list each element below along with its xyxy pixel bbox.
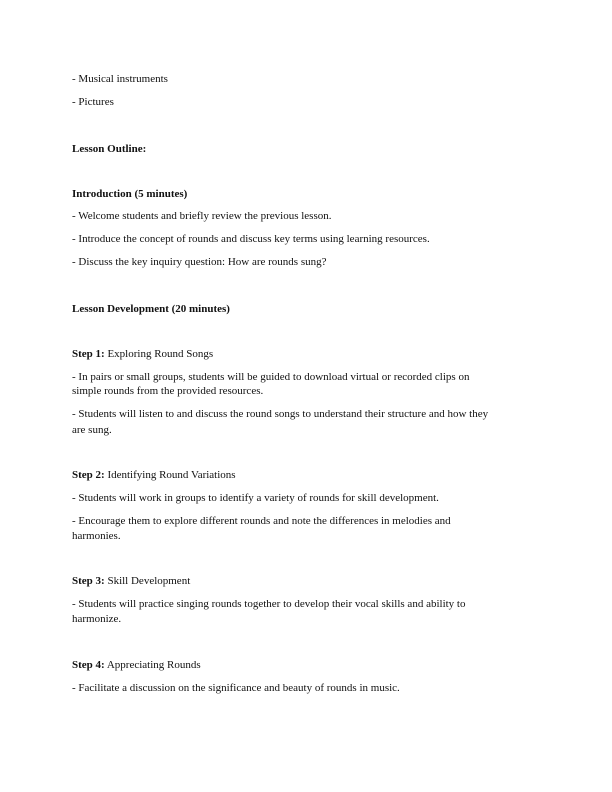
step-label: Step 2: bbox=[72, 469, 105, 481]
material-item: - Musical instruments bbox=[72, 73, 168, 85]
step-item-line: - Students will listen to and discuss the round songs to understand their structure and how they bbox=[72, 408, 489, 420]
step-item-line: - Facilitate a discussion on the significance and beauty of rounds in music. bbox=[72, 682, 400, 694]
development-heading: Lesson Development (20 minutes) bbox=[72, 303, 230, 315]
step-heading bbox=[72, 347, 213, 361]
step-title: Appreciating Rounds bbox=[104, 659, 201, 671]
step-label: Step 4: bbox=[72, 659, 105, 671]
introduction-item: - Introduce the concept of rounds and discuss key terms using learning resources. bbox=[72, 233, 430, 245]
step-heading bbox=[72, 468, 236, 482]
introduction-heading: Introduction (5 minutes) bbox=[72, 188, 188, 200]
step-item-line: - In pairs or small groups, students will be guided to download virtual or recorded clips on bbox=[72, 371, 470, 383]
step-item-line: simple rounds from the provided resources. bbox=[72, 385, 264, 397]
introduction-item: - Discuss the key inquiry question: How are rounds sung? bbox=[72, 256, 327, 268]
step-heading bbox=[72, 658, 201, 672]
step-item-line: are sung. bbox=[72, 424, 112, 436]
step-heading bbox=[72, 574, 190, 588]
step-title: Identifying Round Variations bbox=[104, 469, 236, 481]
step-item-line: - Encourage them to explore different rounds and note the differences in melodies and bbox=[72, 515, 451, 527]
step-title: Skill Development bbox=[104, 575, 191, 587]
step-item-line: harmonize. bbox=[72, 613, 122, 625]
step-item-line: - Students will practice singing rounds together to develop their vocal skills and ability to bbox=[72, 598, 466, 610]
step-label: Step 1: bbox=[72, 348, 105, 360]
introduction-item: - Welcome students and briefly review the previous lesson. bbox=[72, 210, 332, 222]
step-title: Exploring Round Songs bbox=[104, 348, 214, 360]
lesson-outline-heading: Lesson Outline: bbox=[72, 143, 147, 155]
material-item: - Pictures bbox=[72, 96, 114, 108]
step-label: Step 3: bbox=[72, 575, 105, 587]
step-item-line: harmonies. bbox=[72, 530, 121, 542]
step-item-line: - Students will work in groups to identify a variety of rounds for skill development. bbox=[72, 492, 439, 504]
